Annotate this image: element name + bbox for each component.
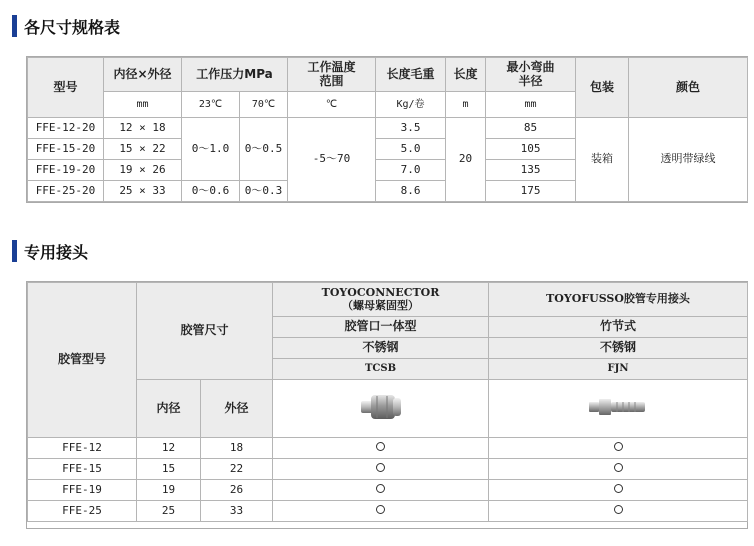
row1-weight: 3.5 <box>376 118 446 139</box>
type-b: 竹节式 <box>489 317 748 338</box>
material-b: 不锈钢 <box>489 338 748 359</box>
pressure-b-70: 0～0.3 <box>240 181 288 202</box>
fit-row2-tcsb <box>273 459 489 480</box>
fit-row1-tcsb <box>273 438 489 459</box>
header-inner: 内径 <box>137 380 201 438</box>
unit-length: m <box>446 92 486 118</box>
row2-weight: 5.0 <box>376 139 446 160</box>
circle-mark-icon <box>376 484 385 493</box>
row1-diameter: 12 × 18 <box>104 118 182 139</box>
row3-bend: 135 <box>486 160 576 181</box>
row3-diameter: 19 × 26 <box>104 160 182 181</box>
title-marker <box>12 240 17 262</box>
circle-mark-icon <box>614 505 623 514</box>
row4-diameter: 25 × 33 <box>104 181 182 202</box>
fit-row2-fjn <box>489 459 748 480</box>
header-weight: 长度毛重 <box>376 58 446 92</box>
unit-p23: 23℃ <box>182 92 240 118</box>
fit-row3-outer: 26 <box>201 480 273 501</box>
row2-model: FFE-15-20 <box>28 139 104 160</box>
circle-mark-icon <box>614 442 623 451</box>
fit-row2-outer: 22 <box>201 459 273 480</box>
temp-range: -5～70 <box>288 118 376 202</box>
fit-row2-model: FFE-15 <box>28 459 137 480</box>
circle-mark-icon <box>614 484 623 493</box>
header-outer: 外径 <box>201 380 273 438</box>
row1-bend: 85 <box>486 118 576 139</box>
circle-mark-icon <box>614 463 623 472</box>
fit-row3-inner: 19 <box>137 480 201 501</box>
fit-row3-tcsb <box>273 480 489 501</box>
fit-row1-model: FFE-12 <box>28 438 137 459</box>
row3-weight: 7.0 <box>376 160 446 181</box>
header-pressure: 工作压力MPa <box>182 58 288 92</box>
header-toyofusso: TOYOFUSSO胶管专用接头 <box>489 283 748 317</box>
row1-model: FFE-12-20 <box>28 118 104 139</box>
header-bend: 最小弯曲半径 <box>486 58 576 92</box>
tcsb-fitting-image <box>359 392 403 422</box>
fit-row4-model: FFE-25 <box>28 501 137 522</box>
unit-p70: 70℃ <box>240 92 288 118</box>
circle-mark-icon <box>376 442 385 451</box>
fjn-fitting-cell <box>489 380 748 438</box>
length-value: 20 <box>446 118 486 202</box>
tcsb-fitting-cell <box>273 380 489 438</box>
fittings-title: 专用接头 <box>24 242 89 262</box>
section-title-fittings <box>12 239 88 263</box>
header-toyoconnector <box>273 283 489 317</box>
row4-bend: 175 <box>486 181 576 202</box>
specs-title: 各尺寸规格表 <box>24 17 121 37</box>
pack-value: 装箱 <box>576 118 629 202</box>
pressure-a-70: 0～0.5 <box>240 118 288 181</box>
header-pack: 包装 <box>576 58 629 118</box>
section-title-specs <box>12 14 120 38</box>
header-length: 长度 <box>446 58 486 92</box>
fit-row1-outer: 18 <box>201 438 273 459</box>
header-temp: 工作温度范围 <box>288 58 376 92</box>
header-color: 颜色 <box>629 58 748 118</box>
fittings-table <box>27 282 748 522</box>
fit-row2-inner: 15 <box>137 459 201 480</box>
header-hose-model: 胶管型号 <box>28 283 137 438</box>
row2-bend: 105 <box>486 139 576 160</box>
color-value: 透明带绿线 <box>629 118 748 202</box>
toyoconnector-sub: （螺母紧固型） <box>342 298 420 312</box>
fit-row1-fjn <box>489 438 748 459</box>
row4-weight: 8.6 <box>376 181 446 202</box>
fit-row1-inner: 12 <box>137 438 201 459</box>
row2-diameter: 15 × 22 <box>104 139 182 160</box>
fit-row4-tcsb <box>273 501 489 522</box>
type-a: 胶管口一体型 <box>273 317 489 338</box>
title-marker <box>12 15 17 37</box>
row4-model: FFE-25-20 <box>28 181 104 202</box>
unit-weight: Kg/卷 <box>376 92 446 118</box>
row3-model: FFE-19-20 <box>28 160 104 181</box>
fit-row4-inner: 25 <box>137 501 201 522</box>
unit-bend: mm <box>486 92 576 118</box>
header-hose-size: 胶管尺寸 <box>137 283 273 380</box>
code-b: FJN <box>489 359 748 380</box>
circle-mark-icon <box>376 463 385 472</box>
circle-mark-icon <box>376 505 385 514</box>
unit-temp: ℃ <box>288 92 376 118</box>
fit-row4-outer: 33 <box>201 501 273 522</box>
unit-diameter: mm <box>104 92 182 118</box>
header-diameter: 内径×外径 <box>104 58 182 92</box>
header-model: 型号 <box>28 58 104 118</box>
toyoconnector-name: TOYOCONNECTOR <box>321 285 440 299</box>
specs-panel <box>26 56 748 203</box>
material-a: 不锈钢 <box>273 338 489 359</box>
pressure-a-23: 0～1.0 <box>182 118 240 181</box>
fit-row3-model: FFE-19 <box>28 480 137 501</box>
fit-row4-fjn <box>489 501 748 522</box>
specs-table <box>27 57 748 202</box>
pressure-b-23: 0～0.6 <box>182 181 240 202</box>
fjn-fitting-image <box>587 397 649 417</box>
fit-row3-fjn <box>489 480 748 501</box>
fittings-panel <box>26 281 748 529</box>
code-a: TCSB <box>273 359 489 380</box>
